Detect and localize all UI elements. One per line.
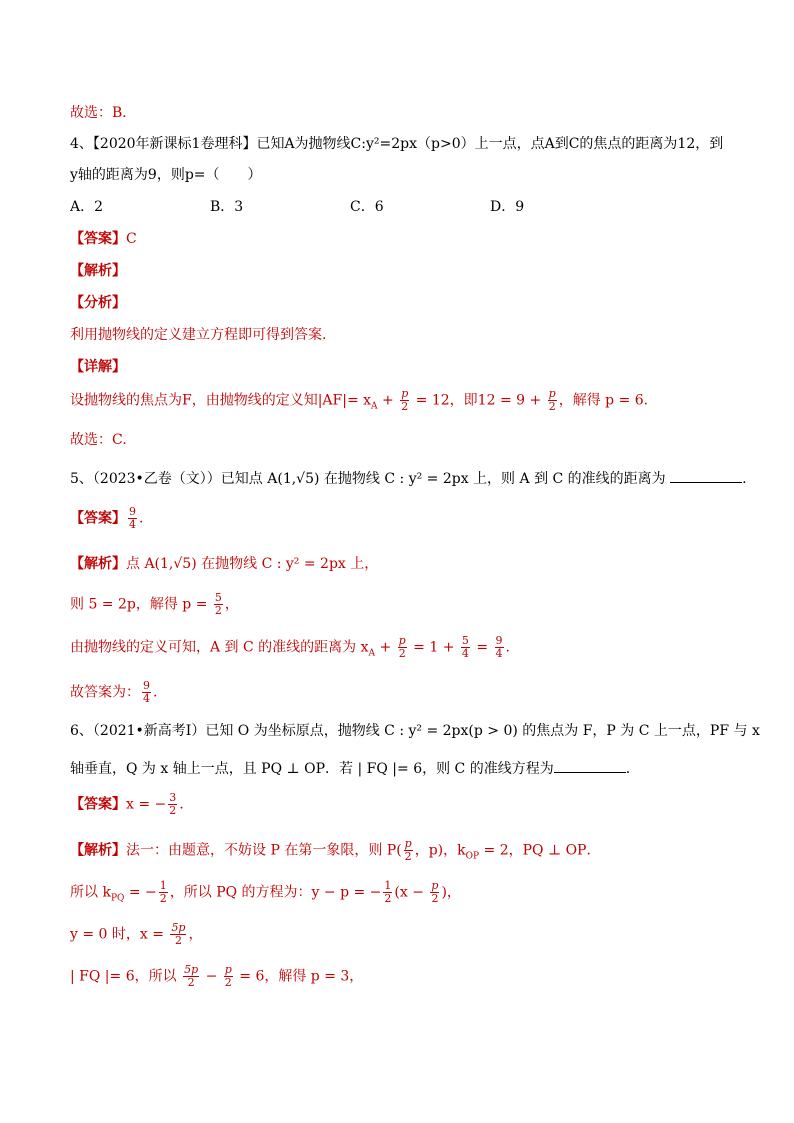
answer-tag: 【答案】: [70, 796, 126, 813]
fraction: [168, 792, 177, 817]
fraction: [159, 880, 168, 905]
question-text: 轴垂直，Q 为 x 轴上一点，且 PQ ⊥ OP．若 | FQ |= 6，则 C 的准线方程为: [70, 761, 554, 777]
analysis-text: ，p)，k: [414, 842, 466, 859]
detail-text: = 12，即12 = 9 +: [411, 392, 546, 409]
subscript: PQ: [110, 893, 125, 904]
answer-tag: 【答案】: [70, 510, 126, 527]
analysis-text: )，: [441, 884, 461, 901]
fenxi-tag: [70, 294, 126, 312]
end-text: 故答案为：: [70, 684, 140, 701]
question-text: 6、（2021•新高考Ⅰ）已知 O 为坐标原点，抛物线 C : y² = 2px(p > 0) 的焦点为 F，P 为 C 上一点，PF 与 x: [70, 723, 760, 739]
denominator: 2: [159, 892, 167, 905]
denominator: 2: [187, 976, 195, 989]
numerator: 1: [384, 879, 392, 892]
question-4-line-1: [70, 135, 723, 153]
fraction: [142, 680, 151, 705]
question-6-analysis-2: [70, 880, 461, 907]
detail-line: [70, 388, 648, 415]
fraction: [430, 880, 439, 905]
option-d: D．9: [490, 199, 525, 215]
analysis-text: = 6，解得 p = 3，: [234, 968, 364, 985]
detail-tag: [70, 358, 126, 376]
analysis-text: 由抛物线的定义可知，A 到 C 的准线的距离为 x: [70, 639, 369, 656]
fraction: [383, 880, 392, 905]
denominator: 2: [214, 604, 222, 617]
subscript: A: [371, 401, 378, 412]
fraction: [183, 964, 199, 989]
fraction: [548, 388, 557, 413]
analysis-text: ，所以 PQ 的方程为：y − p = −: [169, 884, 382, 901]
question-5-analysis-3: 由抛物线的定义可知，A 到 C 的准线的距离为 $x_A$ + $\frac{p}{2}$ = 1 + $\frac{5}{4}$ = $\frac{9}{4}$ .: [70, 634, 510, 660]
denominator: 4: [143, 692, 150, 705]
denominator: 2: [548, 400, 556, 413]
analysis-text: y = 0 时，x =: [70, 926, 169, 943]
denominator: 2: [398, 647, 406, 660]
answer-tag: 【答案】: [70, 231, 126, 247]
end-text: 故选：C.: [70, 432, 127, 448]
analysis-text: = −: [124, 884, 157, 901]
numerator: 5: [214, 591, 222, 604]
numerator: 5p: [171, 921, 186, 934]
analysis-text: 点 A(1,√5) 在抛物线 C : y² = 2px 上，: [126, 556, 379, 572]
question-6-line-1: [70, 722, 760, 740]
denominator: 2: [431, 892, 439, 905]
question-6-analysis-3: y = 0 时，x = $\frac{5p}{2}$ ，: [70, 921, 203, 947]
analysis-text: = 1 +: [408, 639, 459, 656]
analysis-text: = 2，PQ ⊥ OP．: [479, 842, 601, 859]
denominator: 2: [404, 850, 412, 863]
analysis-text: 法一：由题意，不妨设 P 在第一象限，则 P(: [126, 842, 402, 859]
question-text: 5、（2023•乙卷（文））已知点 A(1,√5) 在抛物线 C : y² = 2px 上，则 A 到 C 的准线的距离为: [70, 471, 666, 487]
question-4-line-2: [70, 166, 262, 184]
question-5-analysis-1: [70, 555, 378, 573]
fraction: [404, 838, 413, 863]
numerator: 5: [461, 634, 469, 647]
denominator: 2: [224, 976, 232, 989]
denominator: 2: [401, 400, 409, 413]
question-4-options: [70, 198, 630, 216]
detail-text: +: [377, 392, 399, 409]
analysis-tag: 【解析】: [70, 842, 126, 859]
question-5-analysis-2: 则 5 = 2p，解得 p = $\frac{5}{2}$ ，: [70, 591, 239, 617]
subscript: A: [368, 648, 376, 659]
numerator: p: [224, 963, 232, 976]
numerator: 9: [495, 634, 503, 647]
detail-text: ，解得 p = 6.: [558, 392, 649, 409]
numerator: 1: [159, 879, 167, 892]
fraction: [214, 592, 223, 617]
option-a: A．2: [70, 199, 104, 215]
denominator: 2: [174, 934, 182, 947]
analysis-text: 则 5 = 2p，解得 p =: [70, 596, 212, 613]
fraction: [398, 635, 407, 660]
denominator: 4: [495, 647, 503, 660]
answer-text: 故选：B．: [70, 105, 137, 121]
numerator: 3: [169, 791, 177, 804]
answer-blank: [554, 758, 626, 773]
question-6-analysis-1: [70, 838, 600, 865]
numerator: 9: [143, 679, 150, 692]
denominator: 4: [129, 518, 136, 531]
answer-blank: [670, 468, 742, 483]
question-6-answer: 【答案】x = − $\frac{3}{2}$ .: [70, 791, 184, 817]
denominator: 2: [169, 804, 177, 817]
analysis-text: −: [201, 968, 222, 985]
detail-label: 【详解】: [70, 359, 126, 375]
denominator: 4: [461, 647, 469, 660]
analysis-tag: [70, 262, 126, 280]
answer-text: x = −: [126, 796, 167, 813]
question-text: y轴的距离为9，则p=（ ）: [70, 167, 262, 183]
option-c: C．6: [350, 199, 384, 215]
analysis-text: =: [471, 639, 493, 656]
question-5-end: 故答案为： $\frac{9}{4}$ .: [70, 679, 158, 705]
fraction: [495, 635, 504, 660]
numerator: p: [398, 634, 406, 647]
question-4-end: [70, 431, 127, 449]
numerator: 5p: [184, 963, 199, 976]
analysis-text: | FQ |= 6，所以: [70, 968, 182, 985]
denominator: 2: [384, 892, 392, 905]
numerator: p: [548, 387, 556, 400]
fenxi-label: 【分析】: [70, 295, 126, 311]
analysis-label: 【解析】: [70, 263, 126, 279]
numerator: 9: [129, 505, 136, 518]
question-5-line: 5、（2023•乙卷（文））已知点 A(1,√5) 在抛物线 C : y² = 2px 上，则 A 到 C 的准线的距离为 .: [70, 468, 747, 488]
question-4-answer: [70, 230, 137, 248]
question-6-analysis-4: [70, 964, 363, 989]
numerator: p: [401, 387, 409, 400]
numerator: p: [431, 879, 439, 892]
fenxi-content: 利用抛物线的定义建立方程即可得到答案.: [70, 327, 327, 343]
fraction: [400, 388, 409, 413]
answer-line-q3: [70, 104, 136, 122]
fenxi-text: [70, 326, 326, 344]
fraction: [128, 506, 137, 531]
analysis-text: +: [375, 639, 396, 656]
subscript: OP: [465, 851, 480, 862]
question-text: 4、【2020年新课标1卷理科】已知A为抛物线C:y²=2px（p>0）上一点，点A到C的焦点的距离为12，到: [70, 136, 724, 152]
numerator: p: [404, 837, 412, 850]
question-6-line-2: 轴垂直，Q 为 x 轴上一点，且 PQ ⊥ OP．若 | FQ |= 6，则 C 的准线方程为 .: [70, 758, 630, 778]
analysis-text: (x −: [394, 884, 429, 901]
option-b: B．3: [210, 199, 244, 215]
analysis-text: 所以 k: [70, 884, 111, 901]
fraction: [170, 922, 186, 947]
detail-text: 设抛物线的焦点为F，由抛物线的定义知|AF|= x: [70, 392, 372, 409]
analysis-tag: 【解析】: [70, 556, 126, 572]
fraction: [461, 635, 470, 660]
question-5-answer: 【答案】 $\frac{9}{4}$ .: [70, 505, 144, 531]
fraction: [224, 964, 233, 989]
answer-value: C: [126, 231, 137, 247]
